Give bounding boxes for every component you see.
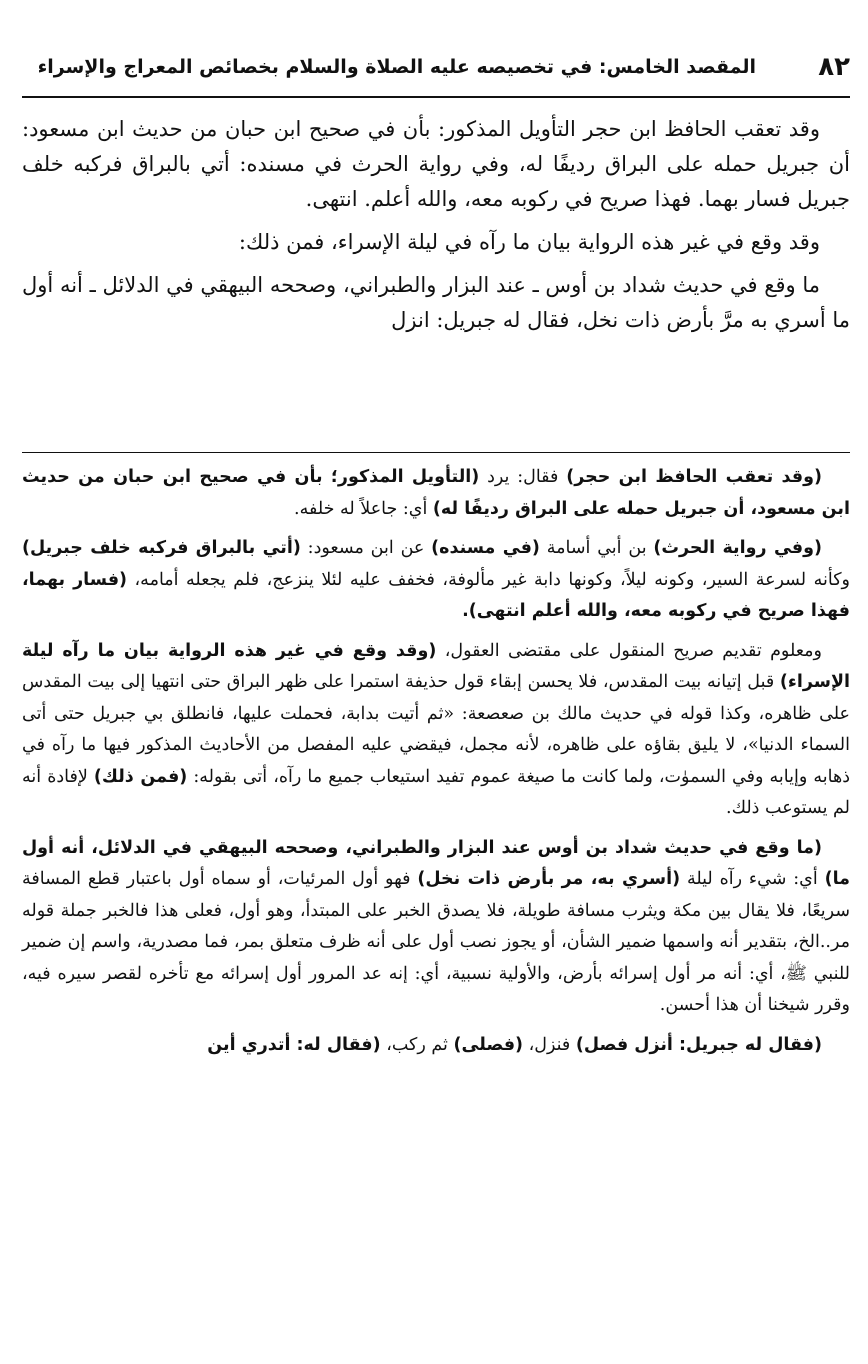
commentary-text: أي: جاعلاً له خلفه.: [294, 498, 433, 519]
main-paragraph: وقد تعقب الحافظ ابن حجر التأويل المذكور: بأن في صحيح ابن حبان من حديث ابن مسعود: أن جبريل حمله على البراق رديفًا له، وفي رواية الحرث في مسنده: أتي بالبراق فركبه خلف جبريل فسار بهما. فهذا صريح في ركوبه معه، والله أعلم. انتهى.: [22, 117, 850, 211]
commentary-text: فقال: يرد: [479, 467, 567, 487]
quoted-text: (في مسنده): [431, 538, 540, 558]
commentary-text: عن ابن مسعود:: [300, 538, 432, 558]
quoted-text: (فسار بهما، فهذا صريح في ركوبه معه، والله أعلم انتهى).: [22, 569, 850, 621]
page-number: ٨٢: [818, 52, 850, 82]
commentary-text: لإفادة أنه لم يستوعب ذلك.: [22, 766, 850, 818]
quoted-text: (وقد تعقب الحافظ ابن حجر): [566, 467, 822, 487]
commentary-paragraph: [22, 1030, 850, 1062]
quoted-text: (وقد وقع في غير هذه الرواية بيان ما رآه ليلة الإسراء): [22, 640, 850, 692]
quoted-text: (التأويل المذكور؛ بأن في صحيح ابن حبان من حديث ابن مسعود، أن جبريل حمله على البراق رديفًا له): [22, 467, 850, 519]
commentary-text: فنزل،: [523, 1034, 576, 1055]
commentary-text: وكأنه لسرعة السير، وكونه ليلاً، وكونها دابة غير مألوفة، فخفف عليه لئلا ينزعج، فلم يجعله أمامه،: [127, 569, 850, 590]
commentary-divider: [22, 452, 850, 453]
commentary-text: ثم ركب،: [380, 1034, 454, 1055]
header-rule: [22, 96, 850, 98]
quoted-text: (وفي رواية الحرث): [653, 538, 822, 558]
quoted-text: (أتي بالبراق فركبه خلف جبريل): [22, 538, 301, 558]
main-text: [22, 112, 850, 346]
commentary-text: ومعلوم تقديم صريح المنقول على مقتضى العقول،: [436, 640, 823, 661]
commentary: [22, 462, 850, 1069]
quoted-text: (فقال له: أتدري أين: [207, 1034, 381, 1055]
quoted-text: (فمن ذلك): [93, 766, 188, 787]
commentary-paragraph: [22, 462, 850, 525]
commentary-paragraph: [22, 636, 850, 825]
commentary-text: قبل إتيانه بيت المقدس، فلا يحسن إبقاء قول حذيفة استمرا على ظهر البراق حتى انتهيا إلى بيت المقدس على ظاهره، وكذا قوله في حديث مالك بن صعصعة: «ثم أتيت بدابة، فحملت عليها، فانطلق بي جبريل حتى أتى السماء الدنيا»، لا يليق بقاؤه على ظاهره، لأنه مجمل، فيقضي عليه المفصل من الأحاديث المذكور فيها ما رآه في ذهابه وإيابه وفي السموٰت، ولما كانت ما صيغة عموم تفيد استيعاب جميع ما رآه، أتى بقوله:: [22, 672, 850, 787]
commentary-paragraph: [22, 833, 850, 1022]
commentary-text: أي: شيء رآه ليلة: [680, 869, 825, 889]
commentary-text: فهو أول المرئيات، أو سماه أول باعتبار قطع المسافة سريعًا، فلا يقال بين مكة ويثرب مسافة طويلة، فلا يصدق الخبر على المبتدأ، وهو أول، فعلى هذا فالخبر جملة قوله مر..الخ، بتقدير أنه واسمها ضمير الشأن، أو يجوز نصب أول على أنه ظرف متعلق بمر، فما مصدرية، واسم إن ضمير للنبي ﷺ، أي: أنه مر أول إسرائه بأرض، والأولية نسبية، أي: إنه عد المرور أول إسرائه مع تأخره لقصر سيره فيه، وقرر شيخنا أن هذا أحسن.: [22, 869, 850, 1015]
main-paragraph: ما وقع في حديث شداد بن أوس ـ عند البزار والطبراني، وصححه البيهقي في الدلائل ـ أنه أول ما أسري به مرَّ بأرض ذات نخل، فقال له جبريل: انزل: [22, 273, 850, 332]
quoted-text: (ما وقع في حديث شداد بن أوس عند البزار والطبراني، وصححه البيهقي في الدلائل، أنه أول ما): [22, 837, 850, 889]
quoted-text: (أسري به، مر بأرض ذات نخل): [417, 869, 681, 889]
page-header: [22, 52, 850, 92]
main-paragraph: وقد وقع في غير هذه الرواية بيان ما رآه في ليلة الإسراء، فمن ذلك:: [238, 230, 820, 254]
quoted-text: (فقال له جبريل: أنزل فصل): [575, 1034, 822, 1055]
commentary-paragraph: [22, 533, 850, 628]
running-title: المقصد الخامس: في تخصيصه عليه الصلاة والسلام بخصائص المعراج والإسراء: [37, 56, 756, 78]
quoted-text: (فصلى): [453, 1034, 524, 1055]
commentary-text: بن أبي أسامة: [539, 538, 654, 558]
